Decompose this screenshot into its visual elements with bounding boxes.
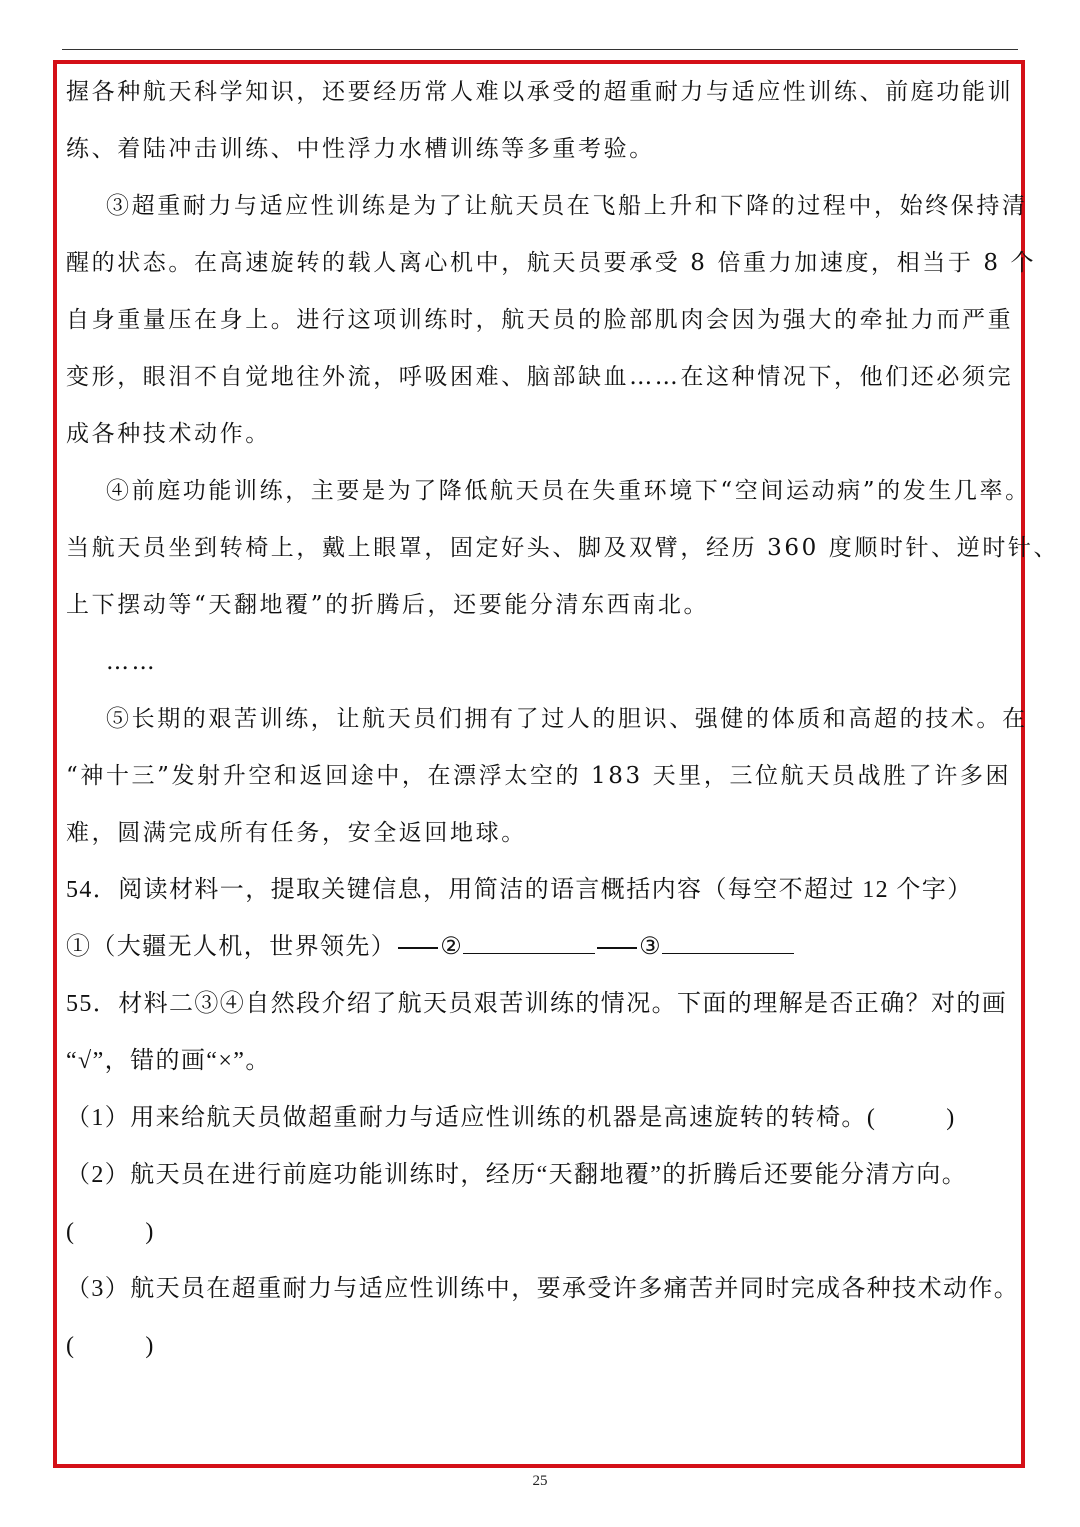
passage-line: 变形，眼泪不自觉地往外流，呼吸困难、脑部缺血……在这种情况下，他们还必须完 — [66, 364, 1014, 390]
q55-item-1 — [66, 1090, 1016, 1147]
q55-item-2: （2）航天员在进行前庭功能训练时，经历“天翻地覆”的折腾后还要能分清方向。 — [66, 1162, 968, 1188]
dash — [398, 947, 438, 949]
passage-line: ④前庭功能训练，主要是为了降低航天员在失重环境下“空间运动病”的发生几率。 — [106, 478, 1031, 504]
passage-line: 上下摆动等“天翻地覆”的折腾后，还要能分清东西南北。 — [66, 592, 710, 618]
passage-line: 醒的状态。在高速旋转的载人离心机中，航天员要承受 8 倍重力加速度，相当于 8 个 — [66, 250, 1037, 276]
passage-line: 成各种技术动作。 — [66, 421, 271, 447]
answer-paren-close: ) — [946, 1105, 956, 1131]
passage-line: 当航天员坐到转椅上，戴上眼罩，固定好头、脚及双臂，经历 360 度顺时针、逆时针、 — [66, 535, 1060, 561]
passage-line: 练、着陆冲击训练、中性浮力水槽训练等多重考验。 — [66, 136, 655, 162]
passage-line: …… — [106, 649, 158, 675]
q54-item-1: ①（大疆无人机，世界领先） — [66, 934, 397, 960]
q55-item-2-answer — [66, 1204, 1016, 1261]
reading-passage — [66, 64, 1060, 862]
answer-paren-open: ( — [66, 1333, 76, 1359]
answer-paren-close: ) — [145, 1219, 155, 1245]
question-section — [66, 862, 1020, 1375]
question-55-prompt: 55．材料二③④自然段介绍了航天员艰苦训练的情况。下面的理解是否正确？对的画 — [66, 991, 1008, 1017]
answer-blank-2[interactable] — [463, 933, 595, 954]
answer-paren-close: ) — [145, 1333, 155, 1359]
question-55-prompt-cont: “√”，错的画“×”。 — [66, 1048, 271, 1074]
page-content — [66, 64, 1060, 1375]
answer-paren-open: ( — [866, 1105, 877, 1131]
q55-item-1-text: （1）用来给航天员做超重耐力与适应性训练的机器是高速旋转的转椅。 — [66, 1105, 867, 1131]
question-54-answers — [66, 919, 1016, 976]
answer-blank-3[interactable] — [662, 933, 794, 954]
question-54-prompt: 54．阅读材料一，提取关键信息，用简洁的语言概括内容（每空不超过 12 个字） — [66, 877, 973, 903]
header-rule — [62, 49, 1018, 50]
passage-line: “神十三”发射升空和返回途中，在漂浮太空的 183 天里，三位航天员战胜了许多困 — [66, 763, 1012, 789]
passage-line: 自身重量压在身上。进行这项训练时，航天员的脸部肌肉会因为强大的牵扯力而严重 — [66, 307, 1014, 333]
answer-paren-open: ( — [66, 1219, 76, 1245]
q54-marker-3: ③ — [639, 934, 663, 960]
dash — [597, 947, 637, 949]
passage-line: 难，圆满完成所有任务，安全返回地球。 — [66, 820, 527, 846]
page-number: 25 — [532, 1473, 548, 1489]
passage-line: ③超重耐力与适应性训练是为了让航天员在飞船上升和下降的过程中，始终保持清 — [106, 193, 1028, 219]
passage-line: ⑤长期的艰苦训练，让航天员们拥有了过人的胆识、强健的体质和高超的技术。在 — [106, 706, 1028, 732]
q54-marker-2: ② — [440, 934, 464, 960]
passage-line: 握各种航天科学知识，还要经历常人难以承受的超重耐力与适应性训练、前庭功能训 — [66, 79, 1014, 105]
q55-item-3: （3）航天员在超重耐力与适应性训练中，要承受许多痛苦并同时完成各种技术动作。 — [66, 1276, 1020, 1302]
q55-item-3-answer — [66, 1318, 1016, 1375]
